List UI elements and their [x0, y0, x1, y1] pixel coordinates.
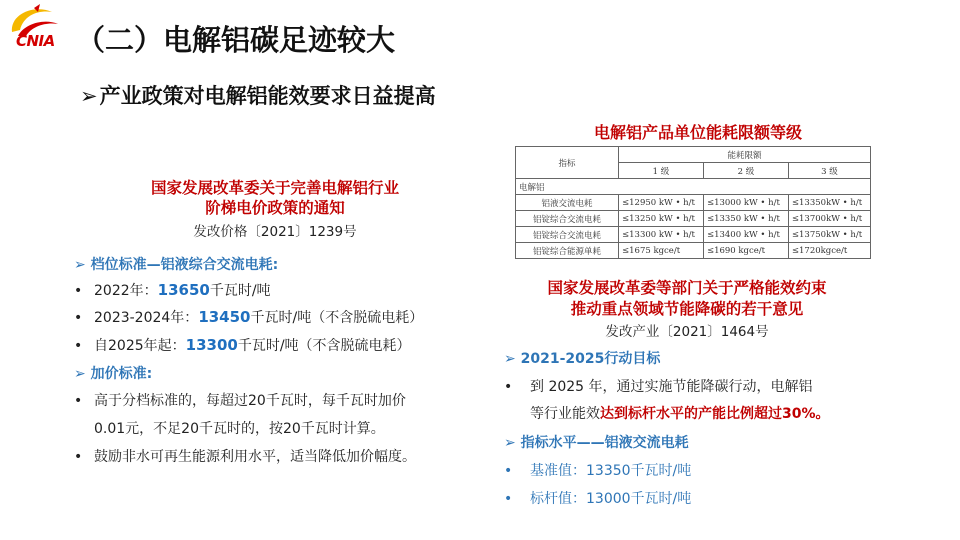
list-item: • 2023-2024年：13450千瓦时/吨（不含脱硫电耗） — [74, 308, 424, 326]
benchmark-value: 标杆值：13000千瓦时/吨 — [530, 491, 692, 507]
table-group-label: 电解铝 — [516, 179, 871, 195]
arrow-bullet-icon: ➢ — [80, 84, 98, 108]
logo-text: CNIA — [16, 32, 55, 50]
table-header-indicator: 指标 — [516, 147, 619, 179]
table-row: 铝锭综合交流电耗 ≤13250 kW • h/t ≤13350 kW • h/t ≤13700kW • h/t — [516, 211, 871, 227]
notice-title-line2: 阶梯电价政策的通知 — [205, 199, 345, 217]
list-item: • 高于分档标准的，每超过20千瓦时，每千瓦时加价 — [74, 393, 406, 409]
section-action-goal: ➢ 2021-2025行动目标 — [504, 351, 661, 367]
page-title: （二）电解铝碳足迹较大 — [76, 23, 396, 57]
subtitle — [80, 80, 436, 110]
table-header-grade: 2 级 — [703, 163, 788, 179]
section-surcharge-standard: ➢ 加价标准: — [74, 366, 153, 382]
opinion-title-line1: 国家发展改革委等部门关于严格能效约束 — [547, 279, 827, 297]
energy-limit-table — [515, 146, 871, 259]
table-row: 铝锭综合能源单耗 ≤1675 kgce/t ≤1690 kgce/t ≤1720kgce/t — [516, 243, 871, 259]
opinion-doc-number: 发改产业〔2021〕1464号 — [605, 324, 769, 340]
list-item: • 基准值：13350千瓦时/吨 — [504, 463, 692, 479]
section-indicator-level: ➢ 指标水平——铝液交流电耗 — [504, 435, 689, 451]
table-row: 铝锭综合交流电耗 ≤13300 kW • h/t ≤13400 kW • h/t ≤13750kW • h/t — [516, 227, 871, 243]
notice-title-line1: 国家发展改革委关于完善电解铝行业 — [150, 179, 399, 197]
list-item-continued: 0.01元，不足20千瓦时的，按20千瓦时计算。 — [94, 421, 385, 437]
list-item: • 到 2025 年，通过实施节能降碳行动，电解铝 — [504, 379, 813, 395]
opinion-title-line2: 推动重点领域节能降碳的若干意见 — [570, 300, 804, 318]
section-tier-standard: ➢ 档位标准—铝液综合交流电耗: — [74, 257, 279, 273]
list-item: • 鼓励非水可再生能源利用水平，适当降低加价幅度。 — [74, 449, 416, 465]
table-header-limit: 能耗限额 — [619, 147, 871, 163]
table-header-grade: 3 级 — [788, 163, 870, 179]
list-item: • 标杆值：13000千瓦时/吨 — [504, 491, 692, 507]
notice-doc-number: 发改价格〔2021〕1239号 — [193, 224, 357, 240]
table-header-grade: 1 级 — [619, 163, 704, 179]
base-value: 基准值：13350千瓦时/吨 — [530, 463, 692, 479]
list-item: • 2022年：13650千瓦时/吨 — [74, 281, 271, 299]
cnia-logo — [4, 2, 64, 54]
table-title: 电解铝产品单位能耗限额等级 — [593, 123, 802, 142]
subtitle-text: 产业政策对电解铝能效要求日益提高 — [99, 84, 436, 108]
table-row: 铝液交流电耗 ≤12950 kW • h/t ≤13000 kW • h/t ≤13350kW • h/t — [516, 195, 871, 211]
list-item-continued: 等行业能效达到标杆水平的产能比例超过30%。 — [530, 406, 830, 422]
list-item: • 自2025年起：13300千瓦时/吨（不含脱硫电耗） — [74, 336, 411, 354]
